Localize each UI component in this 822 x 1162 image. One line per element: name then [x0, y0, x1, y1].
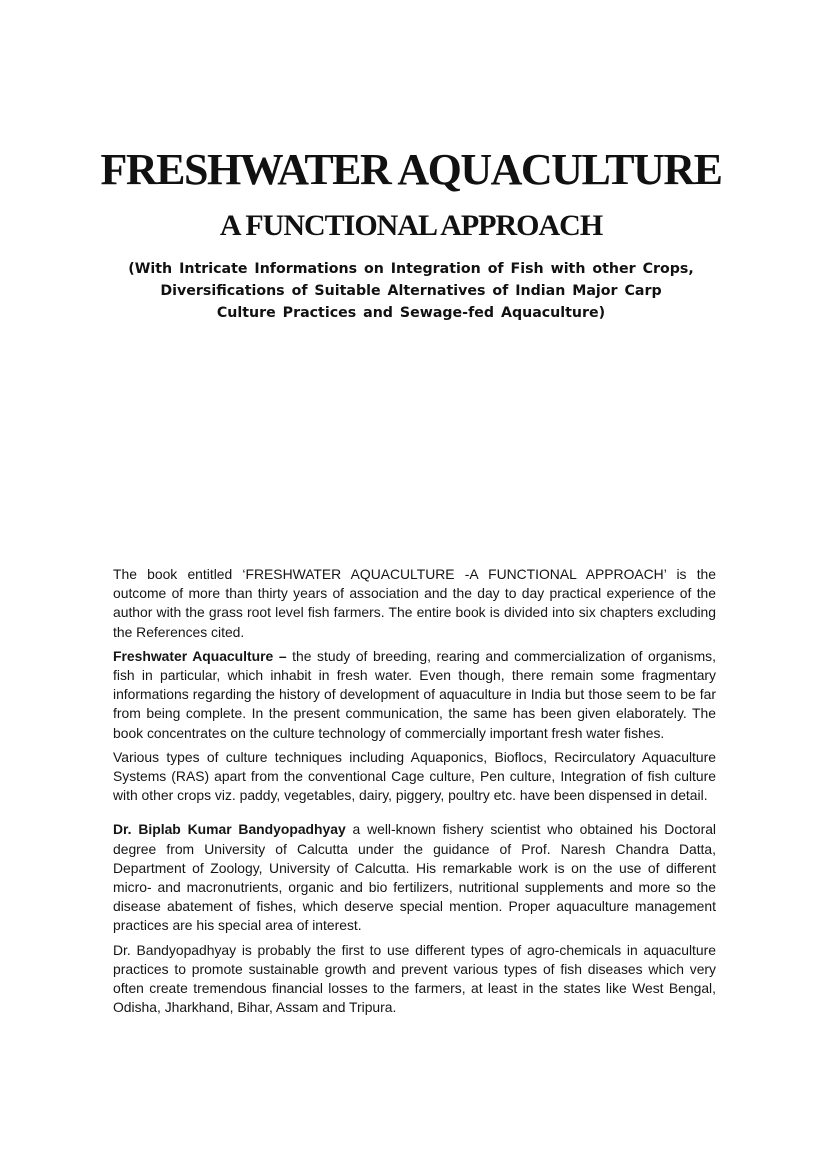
tagline-line: Diversifications of Suitable Alternatives of Indian Major Carp	[160, 283, 662, 299]
definition-paragraph	[113, 647, 716, 743]
author-name: Dr. Biplab Kumar Bandyopadhyay	[113, 821, 346, 838]
definition-term: Freshwater Aquaculture –	[113, 647, 287, 664]
book-subtitle: A FUNCTIONAL APPROACH	[219, 209, 603, 242]
book-tagline	[110, 258, 712, 324]
tagline-line: (With Intricate Informations on Integration of Fish with other Crops,	[128, 261, 694, 277]
tagline-line: Culture Practices and Sewage-fed Aquaculture)	[216, 305, 606, 321]
author-paragraph	[113, 820, 716, 935]
author-bio: a well-known fishery scientist who obtained his Doctoral degree from University of Calcutta under the guidance of Prof. Naresh Chandra Datta, Department of Zoology, University of Calcutta. His remarkable work is on the use of different micro- and macronutrients, organic and bio fertilizers, nutritional supplements and more so the disease abatement of fishes, which deserve special mention. Proper aquaculture management practices are his special area of interest.	[113, 821, 717, 934]
contribution-paragraph: Dr. Bandyopadhyay is probably the first to use different types of agro-chemicals in aquaculture practices to promote sustainable growth and prevent various types of fish diseases which very often create tremendous financial losses to the farmers, at least in the states like West Bengal, Odisha, Jharkhand, Bihar, Assam and Tripura.	[113, 941, 716, 1016]
techniques-paragraph: Various types of culture techniques including Aquaponics, Bioflocs, Recirculatory Aquaculture Systems (RAS) apart from the conventional Cage culture, Pen culture, Integration of fish culture with other crops viz. paddy, vegetables, dairy, piggery, poultry etc. have been dispensed in detail.	[113, 748, 716, 804]
back-cover-text	[113, 565, 716, 1022]
definition-text: the study of breeding, rearing and commercialization of organisms, fish in particular, which inhabit in fresh water. Even though, there remain some fragmentary informations regarding the history of development of aquaculture in India but those seem to be far from being complete. In the present communication, the same has been given elaborately. The book concentrates on the culture technology of commercially important fresh water fishes.	[113, 647, 716, 741]
intro-paragraph: The book entitled ‘FRESHWATER AQUACULTURE -A FUNCTIONAL APPROACH’ is the outcome of more than thirty years of association and the day to day practical experience of the author with the grass root level fish farmers. The entire book is divided into six chapters excluding the References cited.	[113, 566, 716, 640]
book-title: FRESHWATER AQUACULTURE	[100, 145, 722, 194]
